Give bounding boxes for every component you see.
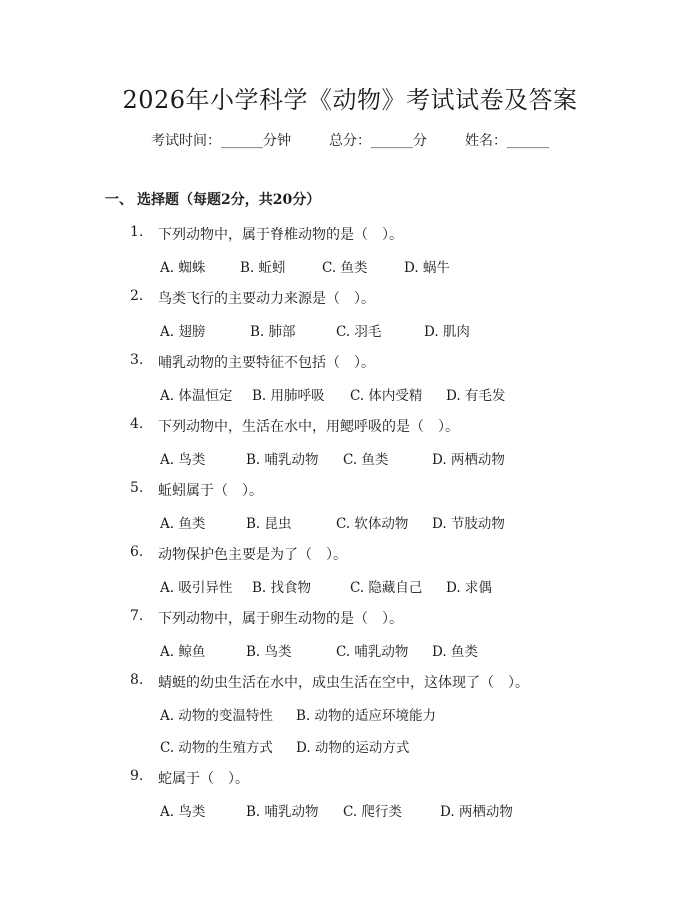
question-text: 动物保护色主要是为了（ ）。: [158, 547, 347, 563]
option-c: C. 隐藏自己: [350, 580, 423, 596]
exam-meta: [0, 130, 700, 150]
option-b: B. 鸟类: [246, 644, 292, 660]
section-heading: [105, 189, 320, 209]
option-d: D. 有毛发: [446, 388, 506, 404]
page-title: 2026年小学科学《动物》考试试卷及答案: [122, 86, 578, 114]
option-b: B. 肺部: [250, 324, 296, 340]
question-number: 7.: [130, 608, 144, 624]
option-c: C. 体内受精: [350, 388, 423, 404]
option-d: D. 鱼类: [432, 644, 478, 660]
option-d: D. 两栖动物: [440, 804, 513, 820]
option-a: A. 吸引异性: [160, 580, 233, 596]
option-a: A. 动物的变温特性: [160, 708, 273, 724]
option-c: C. 动物的生殖方式: [160, 740, 273, 756]
question-number: 4.: [130, 416, 144, 432]
option-d: D. 节肢动物: [432, 516, 505, 532]
question-number: 9.: [130, 768, 144, 784]
option-a: A. 体温恒定: [160, 388, 233, 404]
option-a: A. 鸟类: [160, 452, 206, 468]
option-b: B. 用肺呼吸: [252, 388, 325, 404]
option-a: A. 蜘蛛: [160, 260, 206, 276]
question-number: 8.: [130, 672, 144, 688]
question-text: 鸟类飞行的主要动力来源是（ ）。: [158, 291, 375, 307]
question-text: 蛇属于（ ）。: [158, 771, 249, 787]
option-c: C. 鱼类: [322, 260, 368, 276]
question-number: 6.: [130, 544, 144, 560]
option-b: B. 哺乳动物: [246, 804, 319, 820]
option-b: B. 哺乳动物: [246, 452, 319, 468]
question-number: 2.: [130, 288, 144, 304]
option-d: D. 求偶: [446, 580, 492, 596]
option-c: C. 软体动物: [336, 516, 409, 532]
option-c: C. 爬行类: [343, 804, 402, 820]
option-c: C. 鱼类: [343, 452, 389, 468]
question-text: 下列动物中，属于脊椎动物的是（ ）。: [158, 227, 403, 243]
question-number: 3.: [130, 352, 144, 368]
exam-time-field: 考试时间：______分钟: [151, 133, 291, 149]
option-d: D. 肌肉: [424, 324, 470, 340]
total-score-field: 总分：______分: [329, 133, 427, 149]
option-a: A. 鱼类: [160, 516, 206, 532]
option-b: B. 蚯蚓: [240, 260, 286, 276]
question-number: 1.: [130, 224, 144, 240]
question-number: 5.: [130, 480, 144, 496]
option-c: C. 羽毛: [336, 324, 382, 340]
option-d: D. 两栖动物: [432, 452, 505, 468]
option-b: B. 找食物: [252, 580, 312, 596]
option-c: C. 哺乳动物: [336, 644, 409, 660]
question-text: 下列动物中，属于卵生动物的是（ ）。: [158, 611, 403, 627]
option-b: B. 动物的适应环境能力: [296, 708, 437, 724]
option-d: D. 动物的运动方式: [296, 740, 410, 756]
question-text: 哺乳动物的主要特征不包括（ ）。: [158, 355, 375, 371]
question-text: 蜻蜓的幼虫生活在水中，成虫生活在空中，这体现了（ ）。: [158, 675, 529, 691]
question-text: 蚯蚓属于（ ）。: [158, 483, 263, 499]
section-title: 选择题（每题2分，共20分）: [137, 192, 321, 208]
option-a: A. 鲸鱼: [160, 644, 206, 660]
question-text: 下列动物中，生活在水中，用鳃呼吸的是（ ）。: [158, 419, 459, 435]
student-name-field: 姓名：______: [465, 133, 549, 149]
option-a: A. 鸟类: [160, 804, 206, 820]
option-b: B. 昆虫: [246, 516, 292, 532]
option-a: A. 翅膀: [160, 324, 206, 340]
option-d: D. 蜗牛: [404, 260, 450, 276]
section-number: 一、: [105, 192, 133, 208]
